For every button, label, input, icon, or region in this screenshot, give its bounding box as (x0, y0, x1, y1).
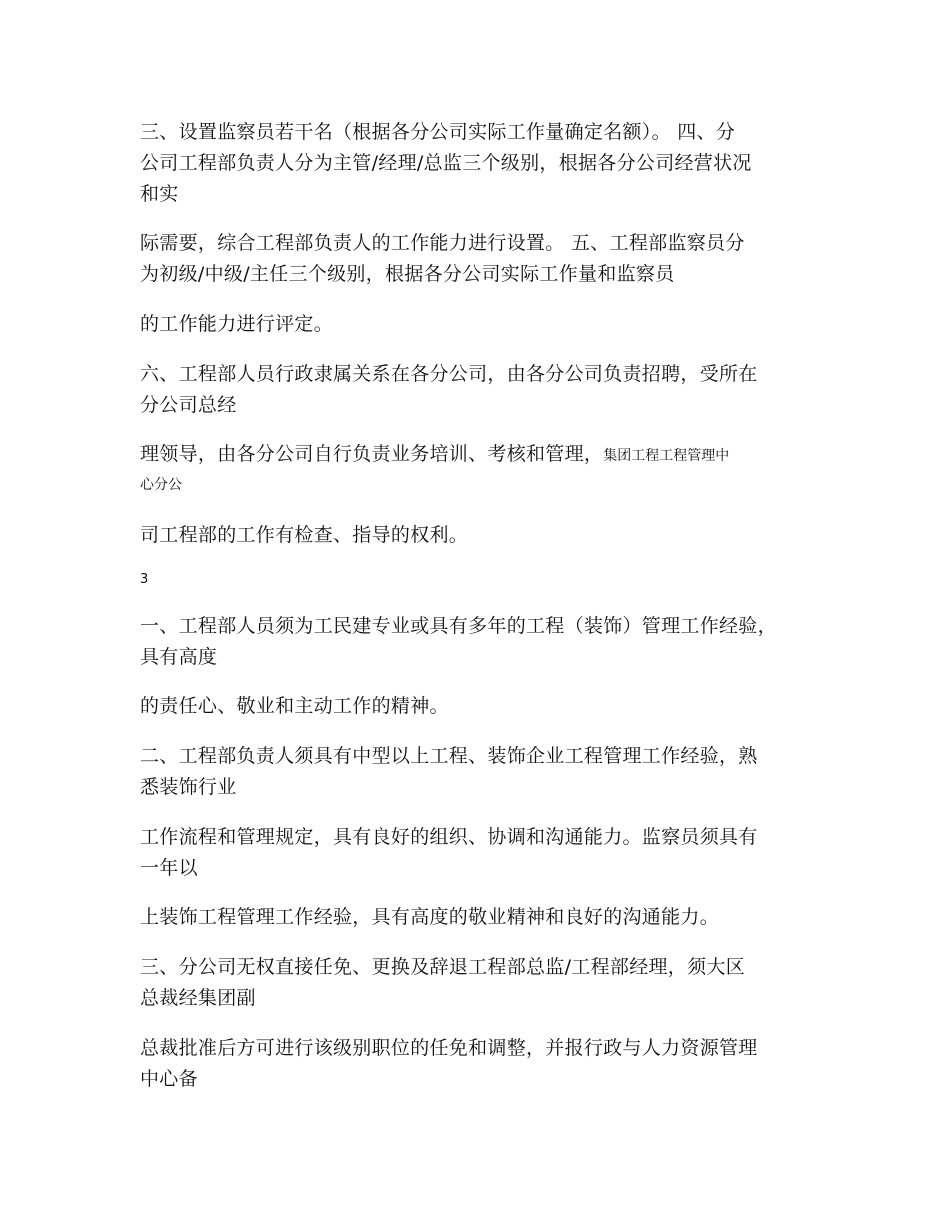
paragraph-line: 司工程部的工作有检查、指导的权利。 (140, 524, 469, 546)
paragraph-line: 公司工程部负责人分为主管/经理/总监三个级别，根据各分公司经营状况 (140, 152, 752, 174)
paragraph-line: 三、分公司无权直接任免、更换及辞退工程部总监/工程部经理，须大区 (140, 956, 746, 978)
page-number: 3 (140, 572, 149, 587)
paragraph-line: 中心备 (140, 1068, 198, 1090)
paragraph-line: 三、设置监察员若干名（根据各分公司实际工作量确定名额）。 四、分 (140, 121, 736, 143)
paragraph-line: 为初级/中级/主任三个级别，根据各分公司实际工作量和监察员 (140, 263, 675, 285)
paragraph-line: 的工作能力进行评定。 (140, 313, 334, 335)
paragraph-line: 的责任心、敬业和主动工作的精神。 (140, 695, 449, 717)
paragraph-line (140, 439, 729, 471)
paragraph-line: 总裁经集团副 (140, 987, 256, 1009)
paragraph-line: 总裁批准后方可进行该级别职位的任免和调整，并报行政与人力资源管理 (140, 1037, 758, 1059)
paragraph-line: 一、工程部人员须为工民建专业或具有多年的工程（装饰）管理工作经验， (140, 615, 777, 637)
paragraph-line: 二、工程部负责人须具有中型以上工程、装饰企业工程管理工作经验，熟 (140, 745, 758, 767)
paragraph-line: 和实 (140, 183, 179, 205)
paragraph-line-small: 心分公 (140, 477, 182, 493)
paragraph-line: 际需要，综合工程部负责人的工作能力进行设置。 五、工程部监察员分 (140, 232, 745, 254)
paragraph-line: 分公司总经 (140, 394, 237, 416)
paragraph-line: 六、工程部人员行政隶属关系在各分公司，由各分公司负责招聘，受所在 (140, 363, 758, 385)
paragraph-line: 上装饰工程管理工作经验，具有高度的敬业精神和良好的沟通能力。 (140, 906, 720, 928)
paragraph-line: 工作流程和管理规定，具有良好的组织、协调和沟通能力。监察员须具有 (140, 826, 758, 848)
paragraph-text: 理领导，由各分公司自行负责业务培训、考核和管理， (140, 443, 604, 465)
paragraph-line: 具有高度 (140, 646, 218, 668)
paragraph-line: 一年以 (140, 857, 198, 879)
paragraph-small-text: 集团工程工程管理中 (603, 448, 730, 464)
paragraph-line: 悉装饰行业 (140, 776, 237, 798)
